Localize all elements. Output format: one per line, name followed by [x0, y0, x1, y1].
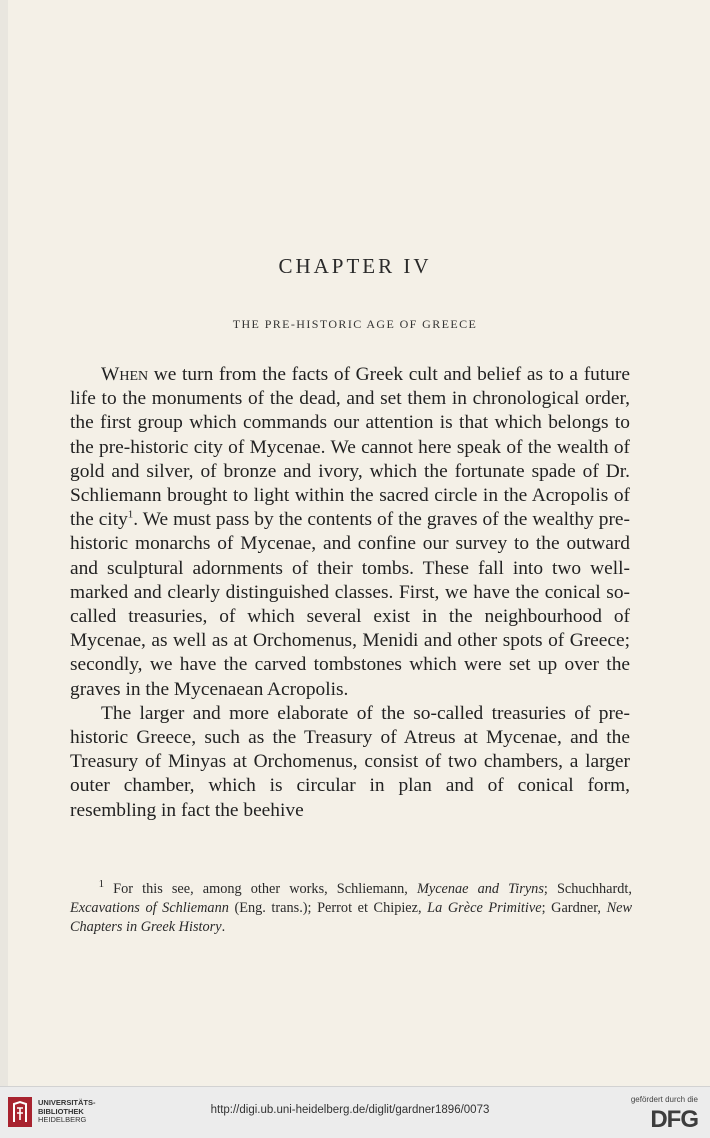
- dfg-logo[interactable]: DFG: [650, 1106, 698, 1133]
- footnote: [70, 880, 632, 936]
- logo-line-1: UNIVERSITÄTS-: [38, 1098, 96, 1108]
- footnote-text: (Eng. trans.); Perrot et Chipiez,: [228, 899, 428, 916]
- chapter-title: CHAPTER IV: [278, 254, 432, 278]
- paragraph-1-text-a: we turn from the facts of Greek cult and belief as to a future life to the monuments of the dead, and set them in chronological order, the first group which commands our attention is that which belongs to the pre-historic city of Mycenae. We cannot here speak of the wealth of gold and silver, of bronze and ivory, which the fortunate spade of Dr. Schliemann brought to light within the sacred circle in the Acropolis of the city: [70, 364, 630, 531]
- digitization-footer: [0, 1086, 710, 1138]
- footnote-marker: 1: [98, 878, 105, 891]
- funding-label: gefördert durch die: [630, 1095, 698, 1104]
- paragraph-1-text-b: . We must pass by the contents of the graves of the wealthy pre-historic monarchs of Mycenae, and confine our survey to the outward and sculptural adornments of their tombs. These fall into two well-marked and clearly distinguished classes. First, we have the conical so-called treasuries, of which several exist in the neighbourhood of Mycenae, as well as at Orchomenus, Menidi and other spots of Greece; secondly, we have the carved tombstones which were set up over the graves in the Mycenaean Acropolis.: [70, 509, 630, 700]
- lead-word: When: [101, 364, 149, 385]
- chapter-subtitle: THE PRE-HISTORIC AGE OF GREECE: [232, 317, 478, 331]
- paragraph-1: [70, 363, 630, 702]
- footnote-title: Mycenae and Tiryns: [416, 881, 544, 897]
- footnote-title: La Grèce Primitive: [427, 899, 542, 916]
- logo-line-3: HEIDELBERG: [38, 1115, 87, 1125]
- footnote-reference[interactable]: 1: [127, 508, 134, 521]
- paragraph-2: The larger and more elaborate of the so-called treasuries of pre-historic Greece, such as the Treasury of Atreus at Mycenae, and the Treasury of Minyas at Orchomenus, consist of two chambers, a larger outer chamber, which is circular in plan and of conical form, resembling in fact the beehive: [70, 702, 630, 821]
- footnote-title: New Chapters in Greek History: [70, 899, 632, 935]
- footnote-text: ; Gardner,: [541, 899, 607, 916]
- footnote-text: ; Schuchhardt,: [543, 881, 632, 897]
- footnote-title: Excavations of Schliemann: [70, 899, 229, 916]
- library-emblem-icon: [8, 1097, 32, 1127]
- source-url-link[interactable]: http://digi.ub.uni-heidelberg.de/diglit/gardner1896/0073: [210, 1104, 490, 1116]
- logo-line-2: BIBLIOTHEK: [38, 1106, 84, 1116]
- university-library-logo[interactable]: [8, 1097, 96, 1127]
- body-text: [70, 363, 630, 823]
- footnote-text: .: [221, 918, 226, 935]
- footnote-text: For this see, among other works, Schliemann,: [104, 881, 417, 897]
